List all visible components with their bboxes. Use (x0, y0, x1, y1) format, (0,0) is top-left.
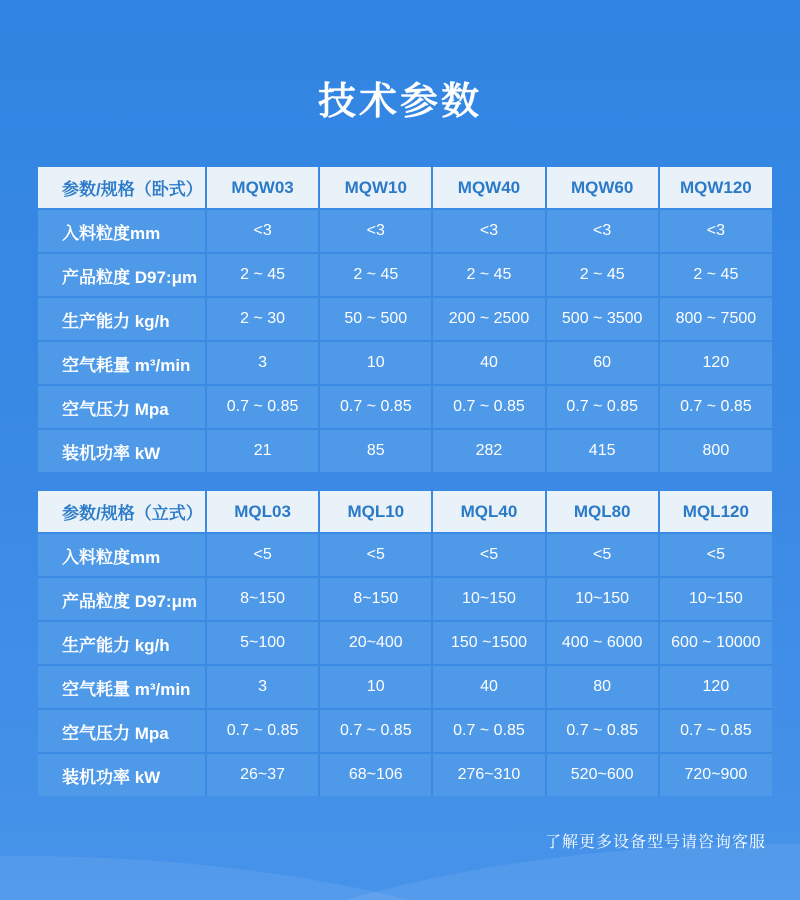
spec-value-cell: 85 (319, 429, 432, 472)
spec-value-cell: <5 (659, 533, 772, 577)
spec-value-cell: 2 ~ 45 (206, 253, 319, 297)
table-row (38, 621, 772, 665)
table-header-label: 参数/规格（卧式） (38, 167, 206, 209)
table-header-row (38, 167, 772, 209)
param-label-cell: 空气压力 Mpa (38, 709, 206, 753)
spec-value-cell: 40 (432, 341, 545, 385)
table-row (38, 253, 772, 297)
spec-value-cell: 68~106 (319, 753, 432, 796)
spec-value-cell: 0.7 ~ 0.85 (319, 709, 432, 753)
param-label-cell: 入料粒度mm (38, 533, 206, 577)
table-row (38, 709, 772, 753)
table-row (38, 533, 772, 577)
param-label-cell: 生产能力 kg/h (38, 297, 206, 341)
spec-value-cell: 10 (319, 665, 432, 709)
model-header-cell: MQW120 (659, 167, 772, 209)
spec-value-cell: 800 ~ 7500 (659, 297, 772, 341)
model-header-cell: MQW60 (546, 167, 659, 209)
model-header-cell: MQL10 (319, 491, 432, 533)
spec-value-cell: 200 ~ 2500 (432, 297, 545, 341)
spec-value-cell: 8~150 (206, 577, 319, 621)
spec-value-cell: 10~150 (546, 577, 659, 621)
page-title: 技术参数 (317, 81, 482, 123)
spec-value-cell: 400 ~ 6000 (546, 621, 659, 665)
spec-value-cell: 0.7 ~ 0.85 (546, 385, 659, 429)
model-header-cell: MQL80 (546, 491, 659, 533)
table-row (38, 341, 772, 385)
spec-value-cell: 600 ~ 10000 (659, 621, 772, 665)
spec-value-cell: 2 ~ 45 (546, 253, 659, 297)
spec-value-cell: 10~150 (659, 577, 772, 621)
spec-value-cell: <5 (319, 533, 432, 577)
spec-value-cell: <3 (206, 209, 319, 253)
spec-value-cell: 150 ~1500 (432, 621, 545, 665)
spec-value-cell: 10~150 (432, 577, 545, 621)
spec-value-cell: 0.7 ~ 0.85 (659, 709, 772, 753)
spec-value-cell: 40 (432, 665, 545, 709)
model-header-cell: MQW03 (206, 167, 319, 209)
spec-value-cell: 2 ~ 30 (206, 297, 319, 341)
spec-value-cell: 60 (546, 341, 659, 385)
spec-value-cell: 26~37 (206, 753, 319, 796)
spec-value-cell: <3 (659, 209, 772, 253)
table-row (38, 753, 772, 796)
spec-value-cell: 5~100 (206, 621, 319, 665)
spec-value-cell: 21 (206, 429, 319, 472)
spec-value-cell: 0.7 ~ 0.85 (206, 385, 319, 429)
param-label-cell: 空气压力 Mpa (38, 385, 206, 429)
param-label-cell: 装机功率 kW (38, 753, 206, 796)
model-header-cell: MQL03 (206, 491, 319, 533)
spec-value-cell: 282 (432, 429, 545, 472)
param-label-cell: 装机功率 kW (38, 429, 206, 472)
spec-value-cell: 8~150 (319, 577, 432, 621)
spec-value-cell: 0.7 ~ 0.85 (546, 709, 659, 753)
spec-value-cell: 520~600 (546, 753, 659, 796)
table-row (38, 209, 772, 253)
model-header-cell: MQW40 (432, 167, 545, 209)
table-row (38, 577, 772, 621)
table-row (38, 665, 772, 709)
model-header-cell: MQW10 (319, 167, 432, 209)
table-header-row (38, 491, 772, 533)
model-header-cell: MQL40 (432, 491, 545, 533)
spec-value-cell: 720~900 (659, 753, 772, 796)
spec-value-cell: <5 (206, 533, 319, 577)
spec-table-vertical (38, 491, 772, 796)
spec-value-cell: 10 (319, 341, 432, 385)
spec-value-cell: 2 ~ 45 (659, 253, 772, 297)
spec-table-horizontal (38, 167, 772, 472)
spec-value-cell: 80 (546, 665, 659, 709)
spec-value-cell: <3 (319, 209, 432, 253)
spec-value-cell: 20~400 (319, 621, 432, 665)
spec-value-cell: 0.7 ~ 0.85 (659, 385, 772, 429)
spec-value-cell: 276~310 (432, 753, 545, 796)
spec-value-cell: 120 (659, 665, 772, 709)
param-label-cell: 产品粒度 D97:μm (38, 577, 206, 621)
param-label-cell: 入料粒度mm (38, 209, 206, 253)
spec-value-cell: 2 ~ 45 (319, 253, 432, 297)
spec-value-cell: <5 (432, 533, 545, 577)
table-row (38, 385, 772, 429)
spec-value-cell: 2 ~ 45 (432, 253, 545, 297)
spec-value-cell: 0.7 ~ 0.85 (319, 385, 432, 429)
param-label-cell: 产品粒度 D97:μm (38, 253, 206, 297)
spec-value-cell: 500 ~ 3500 (546, 297, 659, 341)
table-row (38, 297, 772, 341)
table-row (38, 429, 772, 472)
spec-value-cell: <5 (546, 533, 659, 577)
model-header-cell: MQL120 (659, 491, 772, 533)
spec-value-cell: 415 (546, 429, 659, 472)
spec-value-cell: 3 (206, 341, 319, 385)
spec-value-cell: <3 (546, 209, 659, 253)
table-header-label: 参数/规格（立式） (38, 491, 206, 533)
spec-value-cell: 0.7 ~ 0.85 (432, 709, 545, 753)
spec-value-cell: 800 (659, 429, 772, 472)
spec-value-cell: 0.7 ~ 0.85 (206, 709, 319, 753)
spec-value-cell: 120 (659, 341, 772, 385)
spec-value-cell: <3 (432, 209, 545, 253)
param-label-cell: 空气耗量 m³/min (38, 665, 206, 709)
param-label-cell: 空气耗量 m³/min (38, 341, 206, 385)
footer-note: 了解更多设备型号请咨询客服 (544, 834, 766, 851)
spec-value-cell: 3 (206, 665, 319, 709)
param-label-cell: 生产能力 kg/h (38, 621, 206, 665)
spec-value-cell: 50 ~ 500 (319, 297, 432, 341)
spec-value-cell: 0.7 ~ 0.85 (432, 385, 545, 429)
